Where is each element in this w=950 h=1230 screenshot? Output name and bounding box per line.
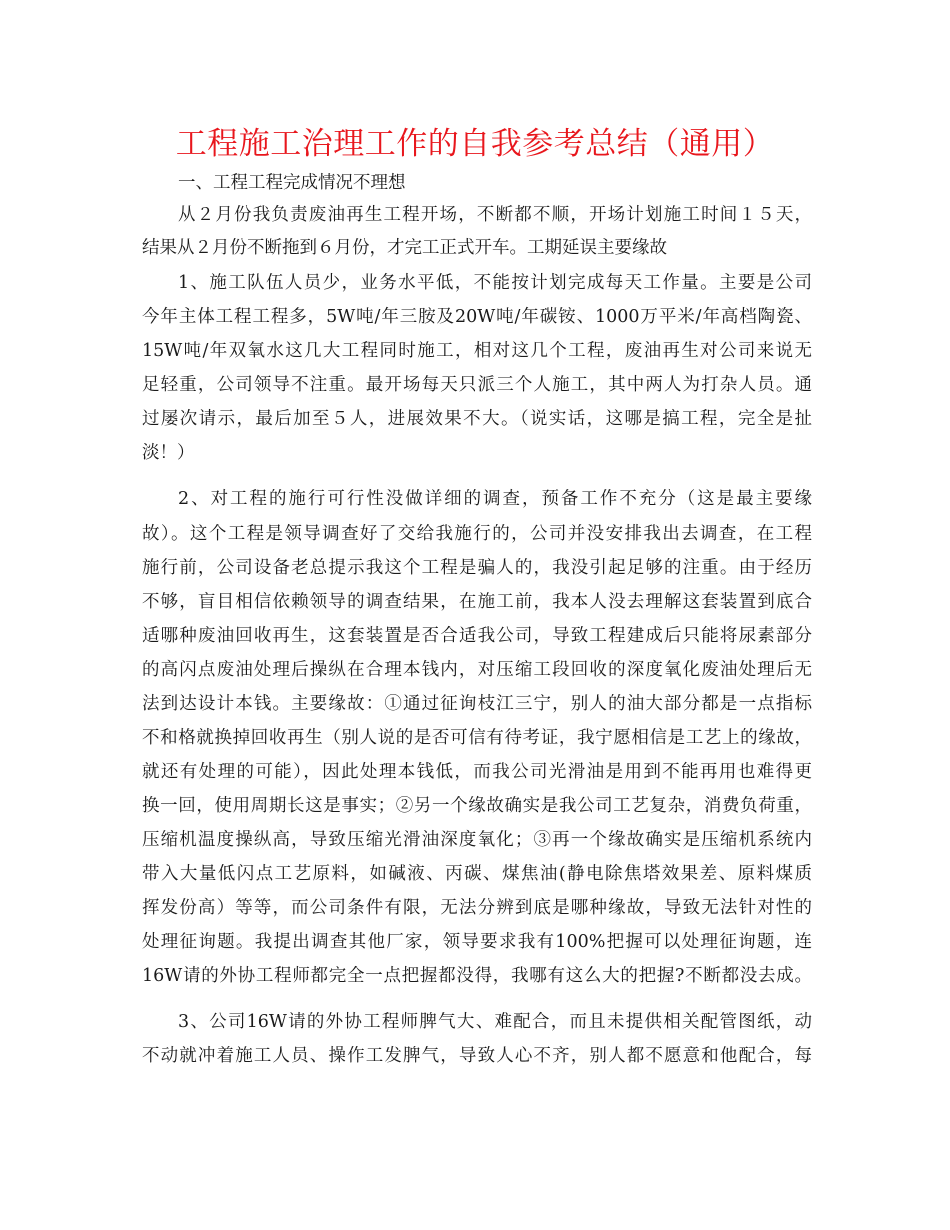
paragraph-line: 过屡次请示，最后加至５人，进展效果不大。（说实话，这哪是搞工程，完全是扯 [142, 409, 812, 429]
paragraph-line: 带入大量低闪点工艺原料，如碱液、丙碳、煤焦油(静电除焦塔效果差、原料煤质 [142, 864, 812, 884]
document-title: 工程施工治理工作的自我参考总结（通用） [175, 126, 775, 162]
paragraph-line: 不动就冲着施工人员、操作工发脾气，导致人心不齐，别人都不愿意和他配合，每 [142, 1046, 812, 1066]
paragraph-line: 16W请的外协工程师都完全一点把握都没得，我哪有这么大的把握?不断都没去成。 [142, 966, 812, 986]
paragraph-line: 1、施工队伍人员少，业务水平低，不能按计划完成每天工作量。主要是公司 [178, 273, 812, 293]
paragraph-line: 压缩机温度操纵高，导致压缩光滑油深度氧化；③再一个缘故确实是压缩机系统内 [142, 830, 812, 850]
paragraph-line: 不和格就换掉回收再生（别人说的是否可信有待考证，我宁愿相信是工艺上的缘故， [142, 728, 812, 748]
section-heading: 一、工程工程完成情况不理想 [178, 173, 406, 193]
paragraph-line: 挥发份高）等等，而公司条件有限，无法分辨到底是哪种缘故，导致无法针对性的 [142, 898, 812, 918]
paragraph-line: 处理征询题。我提出调查其他厂家，领导要求我有100%把握可以处理征询题，连 [142, 932, 812, 952]
paragraph-line: 结果从２月份不断拖到６月份，才完工正式开车。工期延误主要缘故 [142, 238, 667, 258]
paragraph-line: 15W吨/年双氧水这几大工程同时施工，相对这几个工程，废油再生对公司来说无 [142, 341, 812, 361]
paragraph-line: 3、公司16W请的外协工程师脾气大、难配合，而且未提供相关配管图纸，动 [178, 1012, 812, 1032]
paragraph-line: 换一回，使用周期长这是事实；②另一个缘故确实是我公司工艺复杂，消费负荷重， [142, 796, 812, 816]
paragraph-line: 淡！） [142, 443, 195, 463]
paragraph-line: 足轻重，公司领导不注重。最开场每天只派三个人施工，其中两人为打杂人员。通 [142, 375, 812, 395]
paragraph-line: 的高闪点废油处理后操纵在合理本钱内，对压缩工段回收的深度氧化废油处理后无 [142, 660, 812, 680]
paragraph-line: 施行前，公司设备老总提示我这个工程是骗人的，我没引起足够的注重。由于经历 [142, 558, 812, 578]
paragraph-line: 法到达设计本钱。主要缘故：①通过征询枝江三宁，别人的油大部分都是一点指标 [142, 694, 812, 714]
paragraph-line: 故）。这个工程是领导调查好了交给我施行的，公司并没安排我出去调查，在工程 [142, 524, 812, 544]
paragraph-line: 今年主体工程工程多，5W吨/年三胺及20W吨/年碳铵、1000万平米/年高档陶瓷、 [142, 307, 812, 327]
paragraph-line: 适哪种废油回收再生，这套装置是否合适我公司，导致工程建成后只能将尿素部分 [142, 626, 812, 646]
paragraph-line: 从２月份我负责废油再生工程开场，不断都不顺，开场计划施工时间１５天， [178, 205, 812, 225]
paragraph-line: 不够，盲目相信依赖领导的调查结果，在施工前，我本人没去理解这套装置到底合 [142, 592, 812, 612]
paragraph-line: 2、对工程的施行可行性没做详细的调查，预备工作不充分（这是最主要缘 [178, 489, 812, 509]
paragraph-line: 就还有处理的可能），因此处理本钱低，而我公司光滑油是用到不能再用也难得更 [142, 762, 812, 782]
